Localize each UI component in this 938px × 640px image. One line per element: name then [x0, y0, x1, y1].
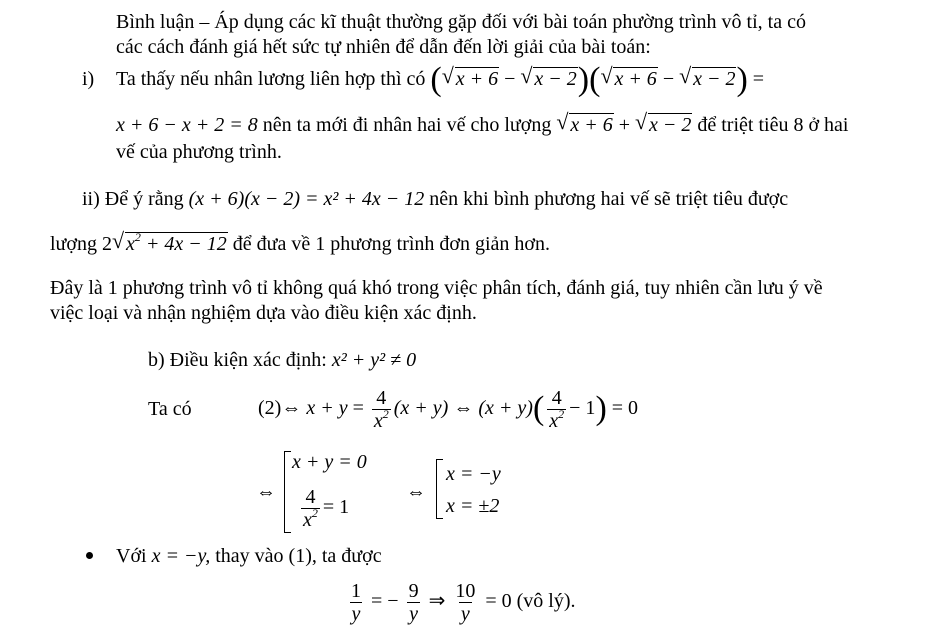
- system1-eq2: $\frac{4}{x^2}$ = 1: [303, 485, 350, 531]
- case1-line: Với x = −y, thay vào (1), ta được: [116, 545, 382, 567]
- item-i-text: Ta thấy nếu nhân lương liên hợp thì có: [116, 68, 426, 90]
- condition-line: b) Điều kiện xác định: x² + y² ≠ 0: [148, 349, 417, 371]
- bullet-icon: [86, 552, 93, 559]
- item-i-line-3: vế của phương trình.: [116, 141, 282, 163]
- item-i-marker: i): [82, 68, 95, 90]
- item-ii-line-1: ii) Để ý rằng (x + 6)(x − 2) = x² + 4x − 12 nên khi bình phương hai vế sẽ triệt tiêu được: [82, 188, 789, 210]
- item-i-line-1: [116, 61, 765, 98]
- case1-result: $\frac{1}{y}$ = − $\frac{9}{y}$ ⇒ $\frac{10}{y}$ = 0 (vô lý).: [351, 579, 576, 625]
- item-ii-line-2: lượng 2 √ $x^2 + 4x - 12$ để đưa về 1 phương trình đơn giản hơn.: [50, 232, 550, 256]
- system-bracket-1: [284, 451, 291, 533]
- equation-2: (2)⇔ x + y = $\frac{4}{x^2}$ (x + y) ⇔ (x + y)( $\frac{4}{x^2}$ − 1) = 0: [258, 386, 639, 432]
- product-expansion: (x + 6)(x − 2) = x² + 4x − 12: [188, 188, 425, 210]
- comment-line-1: Bình luận – Áp dụng các kĩ thuật thường gặp đối với bài toán phường trình vô tỉ, ta có: [116, 11, 806, 33]
- summary-line-2: việc loại và nhận nghiệm dựa vào điều kiện xác định.: [50, 302, 477, 324]
- iff-symbol-2: ⇔: [406, 481, 426, 503]
- iff-symbol-1: ⇔: [256, 481, 276, 503]
- comment-line-2: các cách đánh giá hết sức tự nhiên để dẫn đến lời giải của bài toán:: [116, 36, 651, 58]
- system2-eq2: x = ±2: [446, 495, 500, 517]
- system2-eq1: x = −y: [446, 463, 501, 485]
- system-bracket-2: [436, 459, 443, 519]
- difference-math: x + 6 − x + 2 = 8: [116, 114, 258, 136]
- system1-eq1: x + y = 0: [292, 451, 367, 473]
- conjugate-product: ( √ x + 6 − √ x − 2)( √ x + 6 − √ x − 2) =: [430, 68, 764, 90]
- item-i-line-2: x + 6 − x + 2 = 8 nên ta mới đi nhân hai vế cho lượng √ x + 6 + √ x − 2 để triệt tiêu 8 ở hai: [116, 113, 848, 137]
- summary-line-1: Đây là 1 phương trình vô tỉ không quá khó trong việc phân tích, đánh giá, tuy nhiên cần lưu ý về: [50, 277, 823, 299]
- ta-co-label: Ta có: [148, 398, 192, 420]
